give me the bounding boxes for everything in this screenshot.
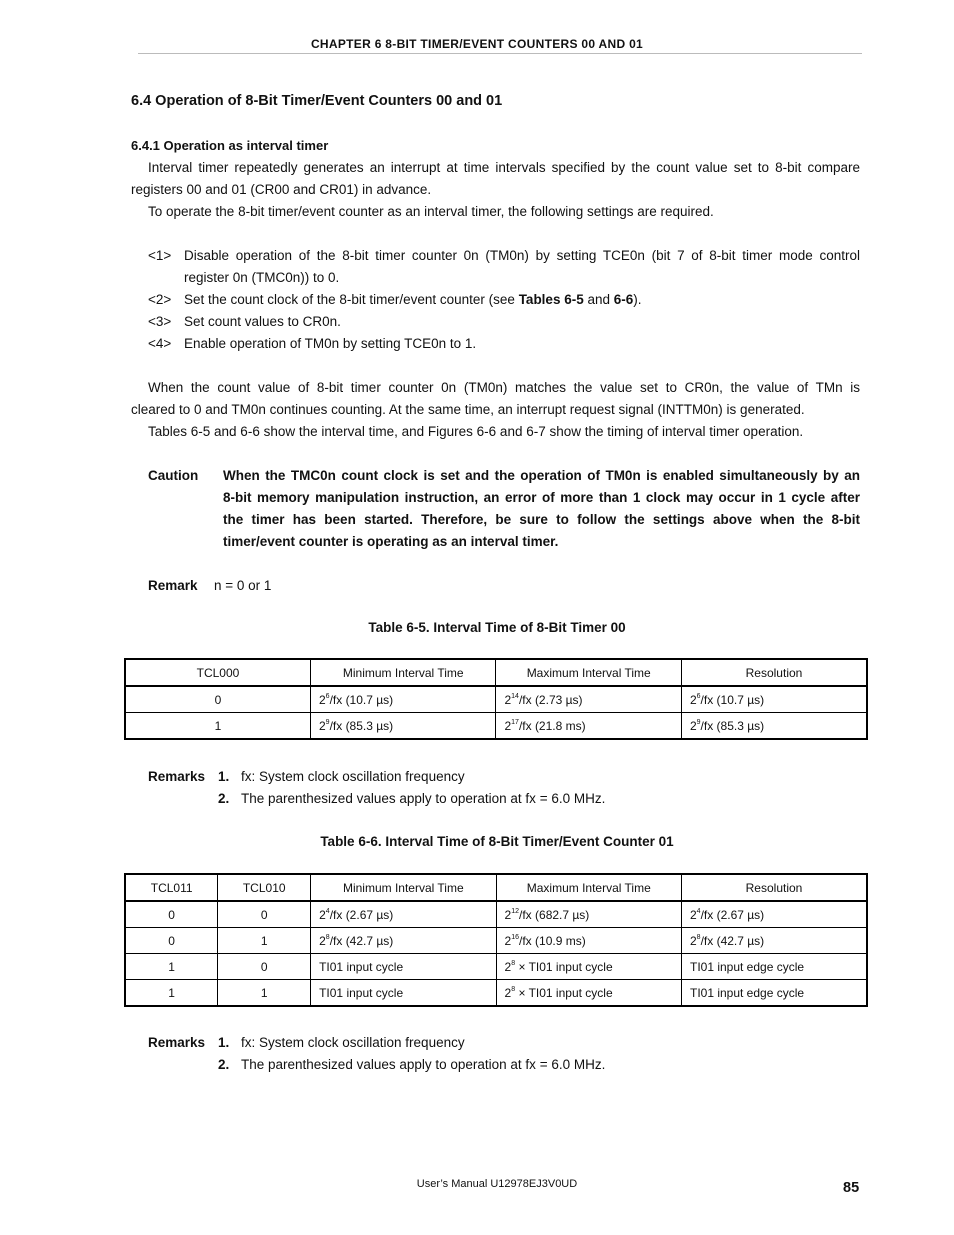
remarks1-label: Remarks xyxy=(148,769,206,784)
header-rule xyxy=(138,53,862,54)
para2-line-2: cleared to 0 and TM0n continues counting. At the same time, an interrupt request signal (INTTM0n) is generated. xyxy=(131,402,805,417)
table-cell: $2^9/fx$ (85.3 µs) xyxy=(681,713,867,740)
step-2-text: Set the count clock of the 8-bit timer/event counter (see Tables 6-5 and 6-6). xyxy=(184,292,642,307)
table-cell: 0 xyxy=(125,901,218,928)
remarks2-text-2: The parenthesized values apply to operation at fx = 6.0 MHz. xyxy=(241,1057,606,1072)
table-row xyxy=(125,713,867,740)
table-cell: $2^8/fx$ (42.7 µs) xyxy=(311,928,496,954)
remarks1-text-2: The parenthesized values apply to operation at fx = 6.0 MHz. xyxy=(241,791,606,806)
caution-label: Caution xyxy=(148,468,199,483)
header-cell: Minimum Interval Time xyxy=(310,659,495,686)
page-footer: User’s Manual U12978EJ3V0UD xyxy=(416,1178,578,1190)
table-row xyxy=(125,901,867,928)
table-row xyxy=(125,928,867,954)
table-cell: $2^6/fx$ (10.7 µs) xyxy=(681,686,867,713)
table-row xyxy=(125,686,867,713)
table-cell: $2^4/fx$ (2.67 µs) xyxy=(681,901,867,928)
remarks1-num-1: 1. xyxy=(218,769,230,784)
page-header: CHAPTER 6 8-BIT TIMER/EVENT COUNTERS 00 AND 01 xyxy=(310,37,644,51)
caution-line-1: When the TMC0n count clock is set and the operation of TM0n is enabled simultaneously by an xyxy=(223,468,860,483)
header-cell: Maximum Interval Time xyxy=(496,659,682,686)
step-3-text: Set count values to CR0n. xyxy=(184,314,341,329)
table-cell: $2^8 \times TI01$ input cycle xyxy=(496,980,681,1007)
remarks1-num-2: 2. xyxy=(218,791,230,806)
step-3-number: <3> xyxy=(148,314,172,329)
table-cell: 0 xyxy=(218,954,311,980)
table-cell: $2^8/fx$ (42.7 µs) xyxy=(681,928,867,954)
table-cell: TI01 input edge cycle xyxy=(681,980,867,1007)
table-cell: 0 xyxy=(218,901,311,928)
intro-line-1: Interval timer repeatedly generates an interrupt at time intervals specified by the count value set to 8-bit compare xyxy=(148,160,860,175)
caution-line-3: the timer has been started. Therefore, be sure to follow the settings above when the 8-bit xyxy=(223,512,860,527)
table-6-6 xyxy=(124,873,868,1007)
remarks2-label: Remarks xyxy=(148,1035,206,1050)
table-cell: 0 xyxy=(125,686,310,713)
remark-text: n = 0 or 1 xyxy=(214,578,272,593)
header-cell: Resolution xyxy=(681,659,867,686)
para2-line-3: Tables 6-5 and 6-6 show the interval time, and Figures 6-6 and 6-7 show the timing of interval timer operation. xyxy=(148,424,804,439)
table-cell: 1 xyxy=(125,713,310,740)
table-6-6-ref: 6-6 xyxy=(613,292,634,307)
header-cell: TCL010 xyxy=(218,874,311,901)
remarks1-text-1: fx: System clock oscillation frequency xyxy=(241,769,465,784)
table-cell: TI01 input edge cycle xyxy=(681,954,867,980)
header-cell: TCL000 xyxy=(125,659,310,686)
step-4-text: Enable operation of TM0n by setting TCE0n to 1. xyxy=(184,336,477,351)
para2-line-1: When the count value of 8-bit timer counter 0n (TM0n) matches the value set to CR0n, the value of TMn is xyxy=(148,380,860,395)
table-6-6-caption: Table 6-6. Interval Time of 8-Bit Timer/Event Counter 01 xyxy=(320,834,674,849)
header-cell: Resolution xyxy=(681,874,867,901)
table-cell: 1 xyxy=(125,980,218,1007)
table-cell: $2^{16}/fx$ (10.9 ms) xyxy=(496,928,681,954)
table-6-5-ref: Tables 6-5 xyxy=(518,292,584,307)
header-cell: Maximum Interval Time xyxy=(496,874,681,901)
section-title: 6.4 Operation of 8-Bit Timer/Event Counters 00 and 01 xyxy=(131,93,503,109)
remarks2-num-2: 2. xyxy=(218,1057,230,1072)
table-cell: TI01 input cycle xyxy=(311,954,496,980)
table-cell: $2^6/fx$ (10.7 µs) xyxy=(310,686,495,713)
table-cell: 1 xyxy=(218,980,311,1007)
step-2-number: <2> xyxy=(148,292,172,307)
remarks2-num-1: 1. xyxy=(218,1035,230,1050)
table-cell: $2^8 \times TI01$ input cycle xyxy=(496,954,681,980)
subsection-title: 6.4.1 Operation as interval timer xyxy=(131,138,329,153)
table-cell: TI01 input cycle xyxy=(311,980,496,1007)
table-6-5-caption: Table 6-5. Interval Time of 8-Bit Timer 00 xyxy=(368,620,626,635)
table-row xyxy=(125,980,867,1007)
table-cell: $2^{17}/fx$ (21.8 ms) xyxy=(496,713,682,740)
intro-line-3: To operate the 8-bit timer/event counter as an interval timer, the following settings are required. xyxy=(148,204,714,219)
caution-line-2: 8-bit memory manipulation instruction, an error of more than 1 clock may occur in 1 cycle after xyxy=(223,490,860,505)
step-4-number: <4> xyxy=(148,336,172,351)
step-1-number: <1> xyxy=(148,248,172,263)
caution-line-4: timer/event counter is operating as an interval timer. xyxy=(223,534,559,549)
table-cell: $2^4/fx$ (2.67 µs) xyxy=(311,901,496,928)
remark-label: Remark xyxy=(148,578,198,593)
table-cell: $2^{14}/fx$ (2.73 µs) xyxy=(496,686,682,713)
step-1-line-1: Disable operation of the 8-bit timer counter 0n (TM0n) by setting TCE0n (bit 7 of 8-bit timer mode control xyxy=(184,248,860,263)
table-cell: $2^{12}/fx$ (682.7 µs) xyxy=(496,901,681,928)
table-cell: 1 xyxy=(125,954,218,980)
table-cell: $2^9/fx$ (85.3 µs) xyxy=(310,713,495,740)
remarks2-text-1: fx: System clock oscillation frequency xyxy=(241,1035,465,1050)
page-number: 85 xyxy=(843,1180,860,1196)
table-cell: 0 xyxy=(125,928,218,954)
table-cell: 1 xyxy=(218,928,311,954)
header-cell: TCL011 xyxy=(125,874,218,901)
table-6-5 xyxy=(124,658,868,740)
table-row xyxy=(125,954,867,980)
intro-line-2: registers 00 and 01 (CR00 and CR01) in advance. xyxy=(131,182,432,197)
header-cell: Minimum Interval Time xyxy=(311,874,496,901)
step-1-line-2: register 0n (TMC0n)) to 0. xyxy=(184,270,340,285)
